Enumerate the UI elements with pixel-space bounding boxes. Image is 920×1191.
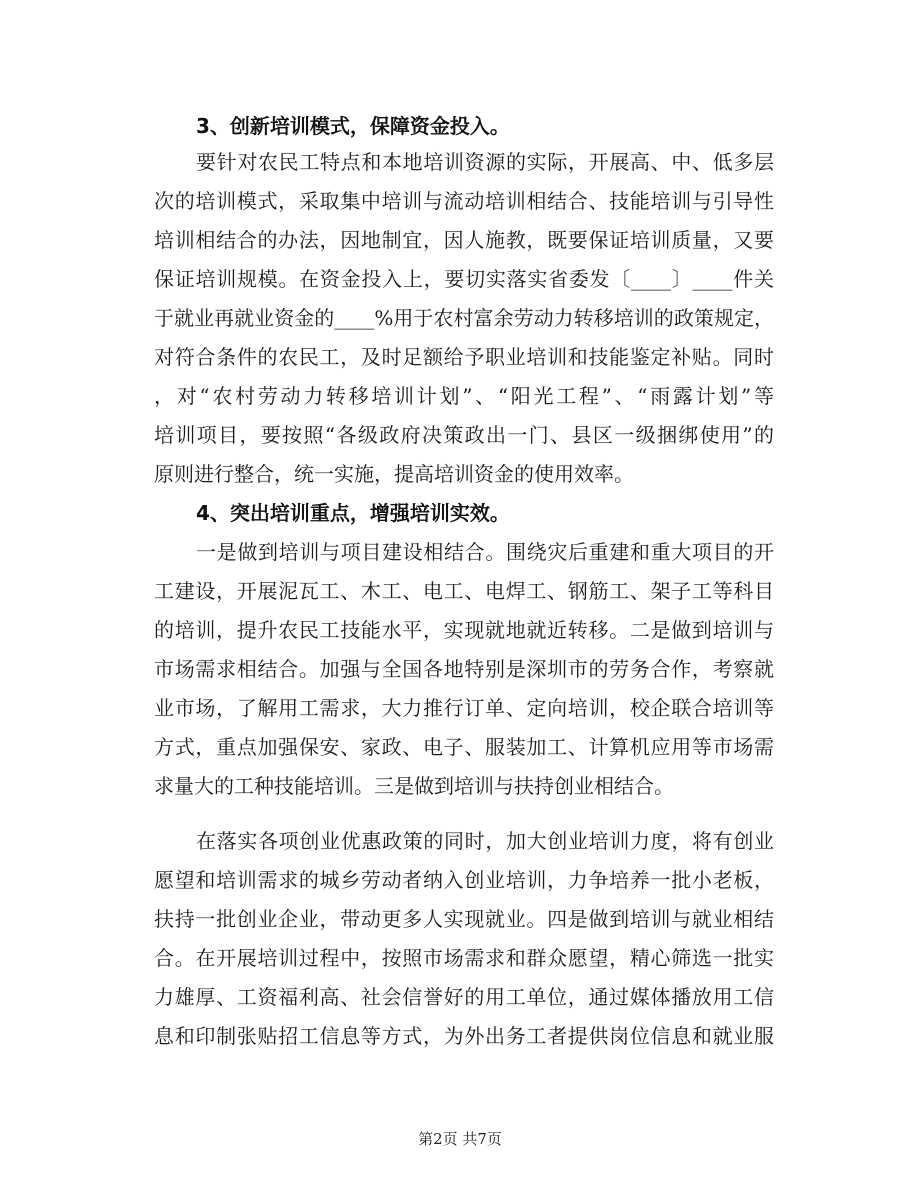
section-4-para2-line: 合。在开展培训过程中，按照市场需求和群众愿望，精心筛选一批实: [154, 946, 774, 970]
section-4-para1-line: 业市场，了解用工需求，大力推行订单、定向培训，校企联合培训等: [154, 696, 774, 720]
section-4-para2-line: 扶持一批创业企业，带动更多人实现就业。四是做到培训与就业相结: [154, 907, 774, 931]
section-3-heading: 3、创新培训模式，保障资金投入。: [196, 114, 510, 138]
section-4-para2-line: 在落实各项创业优惠政策的同时，加大创业培训力度，将有创业: [196, 829, 774, 853]
section-3-line: 原则进行整合，统一实施，提高培训资金的使用效率。: [154, 462, 634, 486]
section-4-para1-line: 的培训，提升农民工技能水平，实现就地就近转移。二是做到培训与: [154, 618, 774, 642]
section-3-line: 保证培训规模。在资金投入上，要切实落实省委发〔____〕____件关: [154, 267, 774, 291]
section-3-line: 于就业再就业资金的____%用于农村富余劳动力转移培训的政策规定，: [154, 306, 774, 330]
section-4-para2-line: 力雄厚、工资福利高、社会信誉好的用工单位，通过媒体播放用工信: [154, 985, 774, 1009]
section-4-para1-line: 工建设，开展泥瓦工、木工、电工、电焊工、钢筋工、架子工等科目: [154, 579, 774, 603]
section-4-para1-line: 一是做到培训与项目建设相结合。围绕灾后重建和重大项目的开: [196, 540, 774, 564]
section-3-line: 要针对农民工特点和本地培训资源的实际，开展高、中、低多层: [196, 150, 774, 174]
section-3-line: ，对“农村劳动力转移培训计划”、“阳光工程”、“雨露计划”等: [154, 384, 774, 408]
section-4-para2-line: 愿望和培训需求的城乡劳动者纳入创业培训，力争培养一批小老板，: [154, 868, 774, 892]
page-number: 第2页 共7页: [418, 1130, 502, 1148]
section-3-line: 培训相结合的办法，因地制宜，因人施教，既要保证培训质量，又要: [154, 228, 774, 252]
section-4-heading: 4、突出培训重点，增强培训实效。: [196, 501, 510, 525]
section-4-para2-line: 息和印制张贴招工信息等方式，为外出务工者提供岗位信息和就业服: [154, 1024, 774, 1048]
section-3-line: 对符合条件的农民工，及时足额给予职业培训和技能鉴定补贴。同时: [154, 345, 774, 369]
section-3-line: 培训项目，要按照“各级政府决策政出一门、县区一级捆绑使用”的: [154, 423, 774, 447]
section-3-line: 次的培训模式，采取集中培训与流动培训相结合、技能培训与引导性: [154, 189, 774, 213]
section-4-para1-line: 求量大的工种技能培训。三是做到培训与扶持创业相结合。: [154, 774, 674, 798]
section-4-para1-line: 方式，重点加强保安、家政、电子、服装加工、计算机应用等市场需: [154, 735, 774, 759]
section-4-para1-line: 市场需求相结合。加强与全国各地特别是深圳市的劳务合作，考察就: [154, 657, 774, 681]
